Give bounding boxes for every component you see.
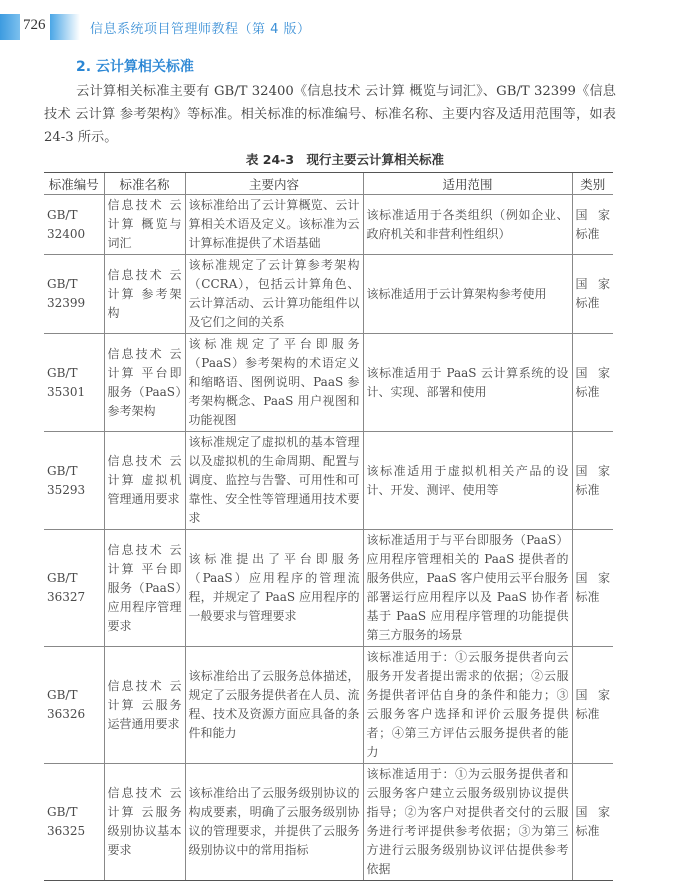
column-header-content: 主要内容 [185,173,363,195]
body-paragraph [44,80,616,149]
table-row [44,647,613,764]
page-number: 726 [23,17,46,33]
standard-code: GB/T 35293 [44,432,104,530]
standard-code: GB/T 36325 [44,764,104,881]
standard-name: 信息技术 云计算 虚拟机管理通用要求 [104,432,185,530]
table-row [44,195,613,255]
running-header [0,14,690,40]
standard-name: 信息技术 云计算 概览与词汇 [104,195,185,255]
standard-name: 信息技术 云计算 平台即服务（PaaS）应用程序管理要求 [104,530,185,647]
standard-name: 信息技术 云计算 平台即服务（PaaS）参考架构 [104,334,185,432]
table-row [44,255,613,334]
table-row [44,530,613,647]
standard-scope: 该标准适用于：①为云服务提供者和云服务客户建立云服务级别协议提供指导；②为客户对提供者交付的云服务进行考评提供参考依据；③为第三方进行云服务级别协议评估提供参考依据 [363,764,572,881]
standard-code: GB/T 36327 [44,530,104,647]
standard-code: GB/T 32399 [44,255,104,334]
standard-scope: 该标准适用于：①云服务提供者向云服务开发者提出需求的依据；②云服务提供者评估自身的条件和能力；③云服务客户选择和评价云服务提供者；④第三方评估云服务提供者的能力 [363,647,572,764]
standard-name: 信息技术 云计算 参考架构 [104,255,185,334]
standard-scope: 该标准适用于云计算架构参考使用 [363,255,572,334]
column-header-scope: 适用范围 [363,173,572,195]
standard-content: 该标准提出了平台即服务（PaaS）应用程序的管理流程，并规定了 PaaS 应用程序的一般要求与管理要求 [185,530,363,647]
paragraph-text: 云计算相关标准主要有 GB/T 32400《信息技术 云计算 概览与词汇》、GB/T 32399《信息技术 云计算 参考架构》等标准。相关标准的标准编号、标准名称、主要内容及适用范围等，如表 24-3 所示。 [44,84,616,145]
standard-scope: 该标准适用于各类组织（例如企业、政府机关和非营利性组织） [363,195,572,255]
table-row [44,334,613,432]
standard-category: 国家标准 [572,255,613,334]
standard-category: 国家标准 [572,432,613,530]
standard-content: 该标准规定了平台即服务（PaaS）参考架构的术语定义和缩略语、图例说明、PaaS 参考架构概念、PaaS 用户视图和功能视图 [185,334,363,432]
standard-content: 该标准规定了云计算参考架构（CCRA），包括云计算角色、云计算活动、云计算功能组件以及它们之间的关系 [185,255,363,334]
standard-code: GB/T 36326 [44,647,104,764]
standard-category: 国家标准 [572,334,613,432]
standard-content: 该标准给出了云计算概览、云计算相关术语及定义。该标准为云计算标准提供了术语基础 [185,195,363,255]
table-row [44,764,613,881]
standard-content: 该标准给出了云服务总体描述，规定了云服务提供者在人员、流程、技术及资源方面应具备的条件和能力 [185,647,363,764]
table-row [44,432,613,530]
standard-category: 国家标准 [572,195,613,255]
section-heading: 2. 云计算相关标准 [76,59,194,75]
standard-code: GB/T 32400 [44,195,104,255]
standard-content: 该标准给出了云服务级别协议的构成要素，明确了云服务级别协议的管理要求，并提供了云服务级别协议中的常用指标 [185,764,363,881]
standard-category: 国家标准 [572,647,613,764]
standard-scope: 该标准适用于虚拟机相关产品的设计、开发、测评、使用等 [363,432,572,530]
table-header-row [44,173,613,195]
column-header-name: 标准名称 [104,173,185,195]
standard-code: GB/T 35301 [44,334,104,432]
standard-scope: 该标准适用于与平台即服务（PaaS）应用程序管理相关的 PaaS 提供者的服务供应，PaaS 客户使用云平台服务部署运行应用程序以及 PaaS 协作者基于 PaaS 应用程序管理的功能提供第三方服务的场景 [363,530,572,647]
standard-category: 国家标准 [572,764,613,881]
standard-name: 信息技术 云计算 云服务级别协议基本要求 [104,764,185,881]
standards-table [44,172,613,881]
standard-content: 该标准规定了虚拟机的基本管理以及虚拟机的生命周期、配置与调度、监控与告警、可用性和可靠性、安全性等管理通用技术要求 [185,432,363,530]
standard-scope: 该标准适用于 PaaS 云计算系统的设计、实现、部署和使用 [363,334,572,432]
header-accent-gradient [50,14,80,40]
standard-category: 国家标准 [572,530,613,647]
column-header-category: 类别 [572,173,613,195]
table-caption: 表 24-3 现行主要云计算相关标准 [245,152,445,167]
standard-name: 信息技术 云计算 云服务运营通用要求 [104,647,185,764]
column-header-code: 标准编号 [44,173,104,195]
book-title: 信息系统项目管理师教程（第 4 版） [90,22,311,37]
header-accent-bar [0,14,20,40]
